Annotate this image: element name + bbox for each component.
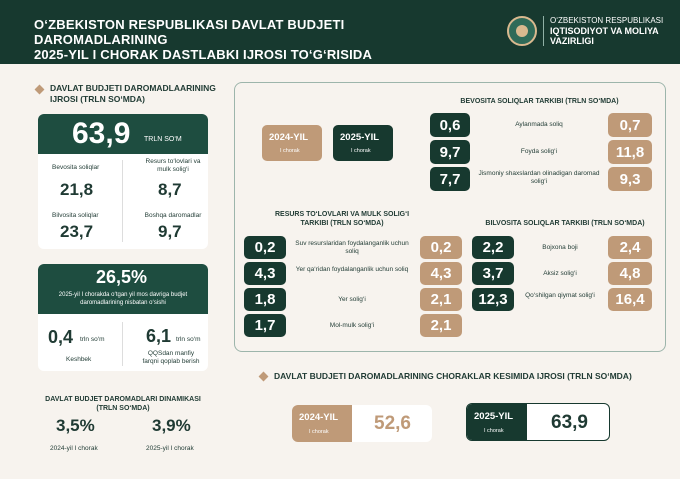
indirect-tax-label: Bilvosita soliqlar xyxy=(52,212,99,219)
legend-2024-year: 2024-YIL xyxy=(269,132,309,143)
keshbek-label: Keshbek xyxy=(66,356,92,363)
direct-row3-2024: 7,7 xyxy=(430,167,470,191)
direct-row1-2025: 0,7 xyxy=(608,113,652,137)
direct-row1-label: Aylanmada soliq xyxy=(515,121,563,128)
growth-divider xyxy=(122,322,123,366)
ministry-line-1: O‘ZBEKISTON RESPUBLIKASI xyxy=(550,16,664,25)
resource-tax-value: 8,7 xyxy=(158,180,182,199)
legend-2025-sub: I chorak xyxy=(351,148,371,154)
resource-row4-2025: 2,1 xyxy=(420,314,462,337)
header-bar xyxy=(0,0,680,64)
growth-text xyxy=(42,291,204,307)
keshbek-value: 0,4 xyxy=(48,327,74,347)
quarter-2025-sub: I chorak xyxy=(484,428,504,434)
dynamics-2025-value: 3,9% xyxy=(152,416,191,435)
indirect-row3-2025: 16,4 xyxy=(608,288,652,311)
quarter-2025-tag xyxy=(467,404,527,440)
quarter-2025-card xyxy=(466,403,610,441)
growth-text-line-2: daromadlarining nisbatan o‘sishi xyxy=(80,300,166,306)
indirect-row3-2024: 12,3 xyxy=(472,288,514,311)
legend-2024-sub: I chorak xyxy=(280,148,300,154)
quarter-2024-card xyxy=(292,405,432,442)
state-emblem-icon xyxy=(507,16,537,46)
header-divider xyxy=(543,16,544,46)
direct-row2-label: Foyda solig‘i xyxy=(520,148,558,155)
indirect-row2-2025: 4,8 xyxy=(608,262,652,285)
direct-row2-2025: 11,8 xyxy=(608,140,652,164)
resource-row2-label: Yer qa‘ridan foydalanganlik uchun soliq xyxy=(295,266,409,273)
quarter-2024-tag xyxy=(292,405,352,442)
keshbek-unit: trln so‘m xyxy=(80,336,105,343)
indirect-taxes-title: BILVOSITA SOLIQLAR TARKIBI (TRLN SO‘MDA) xyxy=(485,220,645,227)
resource-row3-2025: 2,1 xyxy=(420,288,462,311)
direct-row1-2024: 0,6 xyxy=(430,113,470,137)
resource-row3-2024: 1,8 xyxy=(244,288,286,311)
total-revenue-value: 63,9 xyxy=(72,117,131,150)
direct-row3-2025: 9,3 xyxy=(608,167,652,191)
resource-title-line-1: RESURS TO‘LOVLARI VA MULK SOLIG‘I xyxy=(274,211,410,218)
qqs-label-line-1: QQSdan manfiy xyxy=(147,350,195,357)
indirect-row1-label: Bojxona boji xyxy=(542,244,578,251)
ministry-line-3: VAZIRLIGI xyxy=(550,36,594,46)
page-title xyxy=(34,17,454,62)
direct-row3-label: Jismoniy shaxslardan olinadigan daromad solig‘i xyxy=(478,170,600,185)
quarterly-diamond-icon xyxy=(259,372,269,382)
resource-title-line-2: TARKIBI (TRLN SO‘MDA) xyxy=(300,220,384,227)
indirect-row1-2025: 2,4 xyxy=(608,236,652,259)
direct-row2-2024: 9,7 xyxy=(430,140,470,164)
growth-text-line-1: 2025-yil I chorakda o‘tgan yil mos davriga budjet xyxy=(58,292,188,298)
qqs-label-line-2: farqni qoplab berish xyxy=(142,358,200,365)
dynamics-2025-label: 2025-yil I chorak xyxy=(146,445,194,452)
growth-value: 26,5% xyxy=(96,267,148,287)
resource-row4-2024: 1,7 xyxy=(244,314,286,337)
resource-row3-label: Yer solig‘i xyxy=(338,296,366,303)
dynamics-2024-label: 2024-yil I chorak xyxy=(50,445,98,452)
resource-row4-label: Mol-mulk solig‘i xyxy=(329,322,375,329)
qqs-label xyxy=(136,350,206,366)
ministry-name xyxy=(550,16,675,46)
indirect-tax-value: 23,7 xyxy=(60,222,94,241)
resource-tax-label: Resurs to‘lovlari va mulk solig‘i xyxy=(145,158,201,173)
legend-2025-year: 2025-YIL xyxy=(340,132,380,143)
indirect-row3-label: Qo‘shilgan qiymat solig‘i xyxy=(525,292,595,299)
other-income-value: 9,7 xyxy=(158,222,182,241)
dynamics-title xyxy=(38,395,208,413)
ministry-line-2: IQTISODIYOT VA MOLIYA xyxy=(550,26,659,36)
quarter-2025-year: 2025-YIL xyxy=(474,411,514,422)
section-diamond-icon xyxy=(35,85,45,95)
qqs-value: 6,1 xyxy=(146,326,172,346)
quarter-2025-value: 63,9 xyxy=(551,412,588,433)
total-revenue-card xyxy=(38,114,208,249)
title-line-1: O‘ZBEKISTON RESPUBLIKASI DAVLAT BUDJETI DAROMADLARINING xyxy=(34,17,345,47)
direct-taxes-title: BEVOSITA SOLIQLAR TARKIBI (TRLN SO‘MDA) xyxy=(460,98,619,105)
dynamics-title-line-2: (TRLN SO‘MDA) xyxy=(96,405,150,412)
quarter-2024-value: 52,6 xyxy=(374,413,411,434)
revenue-title-line-1: DAVLAT BUDJETI DAROMADLAARINING xyxy=(50,83,216,93)
direct-tax-value: 21,8 xyxy=(60,180,94,199)
dynamics-title-line-1: DAVLAT BUDJET DAROMADLARI DINAMIKASI xyxy=(45,396,201,403)
dynamics-2024-value: 3,5% xyxy=(56,416,95,435)
revenue-section-title xyxy=(50,83,230,105)
indirect-row1-2024: 2,2 xyxy=(472,236,514,259)
revenue-title-line-2: IJROSI (TRLN SO‘MDA) xyxy=(50,94,145,104)
indirect-row2-label: Aksiz solig‘i xyxy=(543,270,577,277)
resource-row2-2025: 4,3 xyxy=(420,262,462,285)
resource-row2-2024: 4,3 xyxy=(244,262,286,285)
legend-2025 xyxy=(333,125,393,161)
total-revenue-unit: TRLN SO‘M xyxy=(144,136,182,143)
card-divider xyxy=(122,160,123,242)
resource-taxes-title xyxy=(252,210,432,228)
legend-2024 xyxy=(262,125,322,161)
other-income-label: Boshqa daromadlar xyxy=(144,212,202,219)
resource-row1-2025: 0,2 xyxy=(420,236,462,259)
resource-row1-label: Suv resurslaridan foydalanganlik uchun soliq xyxy=(295,240,409,255)
qqs-unit: trln so‘m xyxy=(176,336,201,343)
title-line-2: 2025-YIL I CHORAK DASTLABKI IJROSI TO‘G‘RISIDA xyxy=(34,47,373,62)
direct-tax-label: Bevosita soliqlar xyxy=(52,164,100,171)
resource-row1-2024: 0,2 xyxy=(244,236,286,259)
indirect-row2-2024: 3,7 xyxy=(472,262,514,285)
quarterly-title: DAVLAT BUDJETI DAROMADLARINING CHORAKLAR KESIMIDA IJROSI (TRLN SO‘MDA) xyxy=(274,371,632,381)
quarter-2024-year: 2024-YIL xyxy=(299,412,339,423)
growth-card xyxy=(38,264,208,371)
quarter-2024-sub: I chorak xyxy=(309,429,329,435)
